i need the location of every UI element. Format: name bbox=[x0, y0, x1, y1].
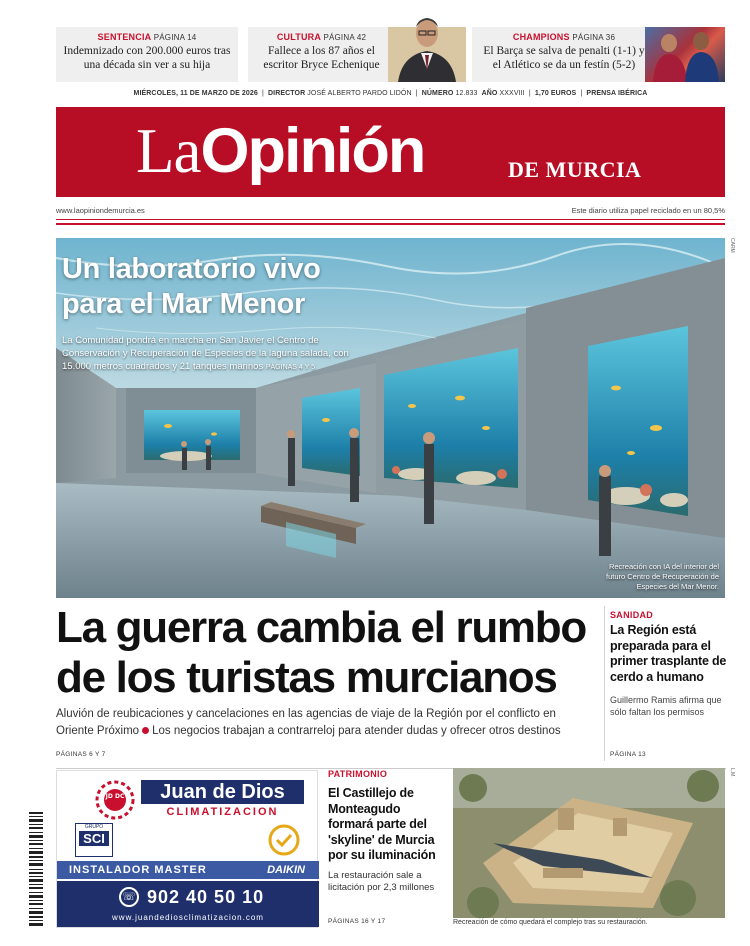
certification-badge-icon bbox=[267, 823, 301, 857]
ad-phone-number[interactable]: 902 40 50 10 bbox=[147, 887, 265, 907]
divider bbox=[56, 223, 725, 225]
daikin-logo: DAIKIN bbox=[267, 864, 305, 876]
football-photo bbox=[645, 27, 725, 82]
castle-caption: Recreación de cómo quedará el complejo tras su restauración. bbox=[453, 919, 648, 926]
main-headline[interactable]: La guerra cambia el rumbo de los turistas murcianos bbox=[56, 603, 586, 702]
patrimonio-story[interactable] bbox=[328, 769, 446, 894]
masthead-subline bbox=[56, 206, 725, 215]
advertisement[interactable] bbox=[56, 770, 318, 928]
page-reference: PÁGINAS 16 Y 17 bbox=[328, 918, 386, 925]
teaser-champions[interactable] bbox=[472, 27, 725, 82]
column-divider bbox=[604, 606, 605, 761]
sun-logo-icon bbox=[93, 780, 137, 820]
edition-info: MIÉRCOLES, 11 DE MARZO DE 2026 | DIRECTOR JOSÉ ALBERTO PARDO LIDÓN | NÚMERO 12.833 AÑO XXXVIII | 1,70 EUROS | PRENSA IBÉRICA bbox=[133, 90, 648, 97]
teaser-section: CHAMPIONS PÁGINA 36 bbox=[512, 32, 616, 42]
ad-website[interactable]: www.juandediosclimatizacion.com bbox=[112, 913, 264, 922]
barcode-icon bbox=[29, 812, 43, 927]
ad-tagline: CLIMATIZACION bbox=[166, 806, 279, 818]
side-subhead: Guillermo Ramis afirma que sólo faltan los permisos bbox=[610, 695, 722, 717]
masthead bbox=[56, 107, 725, 197]
logo-subtitle: DE MURCIA bbox=[508, 157, 642, 182]
teaser-sentencia[interactable] bbox=[56, 27, 238, 82]
phone-icon: ☏ bbox=[119, 887, 139, 907]
ad-contact[interactable] bbox=[57, 881, 319, 927]
side-story[interactable] bbox=[610, 610, 728, 718]
divider bbox=[56, 219, 725, 220]
hero-lead: La Comunidad pondrá en marcha en San Javier el Centro de Conservación y Recuperación de Especies de la laguna salada, con 15.000 metros cuadrados y 21 tanques marinos PÁGINAS 4 Y 5 bbox=[62, 335, 349, 372]
ad-installer-banner: INSTALADOR MASTER DAIKIN bbox=[57, 861, 319, 879]
hero-photo[interactable] bbox=[56, 238, 725, 598]
patrimonio-subhead: La restauración sale a licitación por 2,3 millones bbox=[328, 869, 435, 893]
ad-brand-name: Juan de Dios bbox=[141, 780, 304, 804]
teaser-section: SENTENCIA PÁGINA 14 bbox=[97, 32, 197, 42]
grupo-sci-logo: GRUPO SCI bbox=[75, 823, 113, 857]
teaser-text: Fallece a los 87 años el escritor Bryce Echenique bbox=[263, 45, 380, 71]
teaser-text: Indemnizado con 200.000 euros tras una década sin ver a su hija bbox=[63, 45, 231, 71]
page-reference: PÁGINAS 6 Y 7 bbox=[56, 751, 106, 758]
website-link[interactable]: www.laopiniondemurcia.es bbox=[56, 206, 145, 215]
page-reference: PÁGINA 13 bbox=[610, 751, 646, 758]
teaser-section: CULTURA PÁGINA 42 bbox=[276, 32, 367, 42]
photo-credit: L.M. bbox=[729, 768, 735, 778]
bullet-icon bbox=[142, 727, 149, 734]
main-standfirst: Aluvión de reubicaciones y cancelaciones en las agencias de viaje de la Región por el conflicto en Oriente Próximo Los negocios trabajan a contrarreloj para atender dudas y ofrecer otros destinos bbox=[56, 708, 561, 737]
teaser-bar bbox=[56, 27, 725, 82]
newspaper-logo[interactable]: LaOpinión bbox=[136, 116, 425, 186]
castle-photo[interactable] bbox=[453, 768, 725, 918]
hero-title[interactable]: Un laboratorio vivo para el Mar Menor bbox=[62, 253, 321, 320]
photo-credit: CARM bbox=[729, 238, 735, 253]
patrimonio-headline[interactable]: El Castillejo de Monteagudo formará parte del 'skyline' de Murcia por su iluminación bbox=[328, 786, 436, 862]
teaser-text: El Barça se salva de penalti (1-1) y el Atlético se da un festín (5-2) bbox=[483, 45, 645, 71]
side-section-label: SANIDAD bbox=[610, 610, 654, 620]
recycled-paper-note: Este diario utiliza papel reciclado en un 80,5% bbox=[571, 206, 725, 215]
castle-rendering bbox=[453, 768, 725, 918]
author-portrait bbox=[388, 9, 466, 82]
side-headline[interactable]: La Región está preparada para el primer trasplante de cerdo a humano bbox=[610, 623, 727, 684]
teaser-cultura[interactable] bbox=[248, 27, 466, 82]
hero-caption: Recreación con IA del interior del futuro Centro de Recuperación de Especies del Mar Menor. bbox=[606, 562, 719, 591]
patrimonio-section-label: PATRIMONIO bbox=[328, 769, 388, 779]
ad-logo-text: JD DC bbox=[105, 793, 125, 800]
